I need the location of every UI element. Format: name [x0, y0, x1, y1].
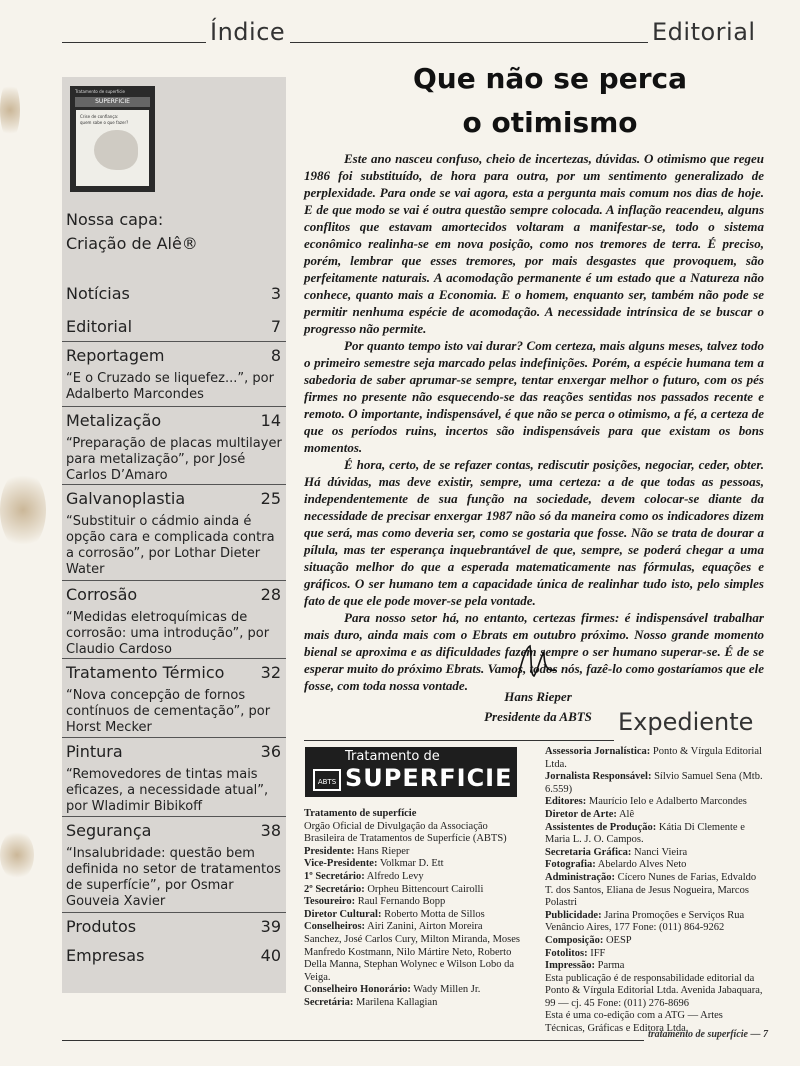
- expediente-entry: [545, 822, 763, 847]
- index-section-page: 8: [270, 346, 281, 365]
- index-section-description: “Insalubridade: questão bem definida no setor de tratamentos de superfície”, por Osmar Gouveia Xavier: [66, 846, 281, 909]
- index-divider: [62, 816, 286, 817]
- expediente-label: Editores:: [545, 796, 587, 808]
- expediente-value: Wady Millen Jr.: [413, 984, 481, 996]
- index-divider: [62, 658, 286, 659]
- expediente-entry: [304, 821, 522, 846]
- expediente-value: Alfredo Levy: [366, 870, 424, 882]
- logo-main-text: SUPERFICIE: [345, 764, 513, 792]
- expediente-value: Roberto Motta de Sillos: [384, 908, 485, 920]
- expediente-value: Esta é uma co-edição com a ATG — Artes Técnicas, Gráficas e Editora Ltda.: [545, 1010, 723, 1035]
- header-index-label: Índice: [210, 18, 286, 46]
- expediente-label: 1º Secretário:: [304, 870, 365, 882]
- index-divider: [62, 737, 286, 738]
- index-section-page: 38: [260, 821, 281, 840]
- index-divider: [62, 912, 286, 913]
- expediente-label: Assessoria Jornalística:: [545, 746, 651, 757]
- magazine-logo: [305, 747, 517, 797]
- cover-image: [76, 110, 149, 186]
- editorial-paragraph: Para nosso setor há, no entanto, certezas firmes: é indispensável trabalhar mais duro, ainda mais com o Ebrats em outubro próximo. Nosso grande momento bienal se aproxima e as dificuldades fazem sempre o ser humano superar-se. É de se esperar muito do próximo Ebrats. Vamos, todos nós, fazê-lo como gostaríamos que ele fosse, com toda nossa vontade.: [304, 610, 764, 693]
- editorial-paragraph: Este ano nasceu confuso, cheio de incertezas, dúvidas. O otimismo que regeu 1986 foi substituído, de hora para outra, por um sentimento generalizado de perplexidade. Para onde se vai agora, esta a pergunta mais comum nos dias de hoje. E de que modo se vai é outra questão sempre colocada. A inflação reacendeu, alguns conflitos que estavam amortecidos voltaram a manifestar-se, todo o sistema econômico realinha-se em nova posição, como nos tremores de terra. É preciso, porém, lembrar que esses tremores, por mais desgastes que provoquem, são perfeitamente naturais. A acomodação permanente é um estado que a Natureza não conhece, quanto mais a Economia. E o homem, enquanto ser, também não pode se permitir nenhuma espécie de acomodação. A necessidade intrínsica de se buscar o progresso não permite.: [304, 151, 764, 336]
- expediente-value: Nanci Vieira: [634, 846, 688, 858]
- editorial-body: [304, 150, 764, 694]
- page-stain: [0, 470, 46, 550]
- index-section-title[interactable]: Corrosão: [66, 585, 138, 604]
- expediente-label: Presidente:: [304, 845, 355, 857]
- expediente-value: Ponto & Vírgula Editorial Ltda.: [545, 746, 762, 770]
- author-role: Presidente da ABTS: [484, 709, 592, 724]
- expediente-value: Raul Fernando Bopp: [357, 896, 446, 908]
- index-section-title[interactable]: Reportagem: [66, 346, 165, 365]
- index-section-description: “Substituir o cádmio ainda é opção cara e complicada contra a corrosão”, por Lothar Dieter Water: [66, 514, 275, 577]
- expediente-entry: [304, 921, 522, 984]
- index-section-page: 39: [260, 917, 281, 936]
- cover-top-text: Tratamento de superfície: [75, 89, 125, 94]
- index-divider: [62, 580, 286, 581]
- editorial-paragraph: Por quanto tempo isto vai durar? Com certeza, mais alguns meses, talvez todo o primeiro semestre seja marcado pelas indefinições. Porém, a espécie humana tem a sabedoria de saber aprumar-se sempre, tentar enxergar melhor o futuro, com os pés firmes no presente não esquecendo-se das reações sentidas nos passados recente e remoto. O importante, indispensável, é que não se perca o otimismo, a fé, a certeza de que os períodos ruins, incertos são indispensáveis para que existam os bons momentos.: [304, 338, 764, 455]
- footer-page-label: tratamento de superfície — 7: [648, 1029, 768, 1040]
- expediente-value: Jarina Promoções e Serviços Rua Venâncio Aires, 177 Fone: (011) 864-9262: [545, 909, 745, 934]
- page-stain: [0, 830, 34, 880]
- expediente-label: Composição:: [545, 934, 604, 946]
- expediente-rule: [304, 740, 614, 741]
- editorial-paragraph: É hora, certo, de se refazer contas, rediscutir posições, negociar, ceder, obter. Há dúvidas, mas deve existir, sempre, uma certeza: a de que todas as pessoas, independentemente de sua função na sociedade, devem colocar-se diante da necessidade de precisar enxergar 1987 não só da maneira como os indicadores dizem que será, mas como deveria ser, como se gostaria que fosse. Não se trata de dourar a pílula, mas ter esperança inquebrantável de que, sempre, se poderá chegar a uma situação melhor do que a esperada matematicamente nas fórmulas, equações e gráficos. O ser humano tem a capacidade única de realinhar tudo isto, pelo simples fato de que ele pode mover-se pela vontade.: [304, 457, 764, 608]
- expediente-label: Tesoureiro:: [304, 896, 356, 908]
- expediente-value: Orgão Oficial de Divulgação da Associação Brasileira de Tratamentos de Superfície (ABTS): [304, 820, 507, 845]
- expediente-entry: [545, 935, 763, 948]
- expediente-label: Conselheiro Honorário:: [304, 984, 411, 996]
- expediente-entry: [304, 909, 522, 922]
- expediente-value: Orpheu Bittencourt Cairolli: [367, 883, 484, 895]
- expediente-label: Secretária:: [304, 996, 354, 1008]
- expediente-value: IFF: [590, 947, 606, 959]
- index-section-description: “Preparação de placas multilayer para metalização”, por José Carlos D’Amaro: [66, 436, 282, 483]
- index-section-page: 7: [270, 317, 281, 336]
- cover-logo: SUPERFICIE: [75, 97, 150, 107]
- index-section-title[interactable]: Notícias: [66, 284, 130, 303]
- header-rule-middle: [290, 42, 648, 43]
- index-section-description: “Removedores de tintas mais eficazes, a necessidade atual”, por Wladimir Bibikoff: [66, 767, 269, 814]
- expediente-value: Abelardo Alves Neto: [597, 859, 687, 871]
- index-section-page: 32: [260, 663, 281, 682]
- expediente-label: Diretor Cultural:: [304, 908, 382, 920]
- expediente-entry: [545, 746, 763, 771]
- index-section-title[interactable]: Empresas: [66, 946, 145, 965]
- expediente-entry: [545, 973, 763, 1011]
- cover-text-1: Crise de confiança:: [80, 114, 119, 119]
- expediente-entry: [304, 896, 522, 909]
- index-section-page: 25: [260, 489, 281, 508]
- footer-rule: [62, 1040, 644, 1041]
- index-section-title[interactable]: Pintura: [66, 742, 123, 761]
- index-section-description: “Medidas eletroquímicas de corrosão: uma introdução”, por Claudio Cardoso: [66, 610, 270, 657]
- expediente-value: Hans Rieper: [357, 845, 410, 857]
- expediente-label: Vice-Presidente:: [304, 858, 378, 870]
- author-name: Hans Rieper: [504, 689, 572, 704]
- index-divider: [62, 341, 286, 342]
- expediente-value: Alê: [618, 808, 635, 820]
- header-rule-left: [62, 42, 206, 43]
- expediente-entry: [304, 984, 522, 997]
- expediente-entry: [545, 872, 763, 910]
- expediente-label: Assistentes de Produção:: [545, 821, 657, 833]
- index-section-title[interactable]: Segurança: [66, 821, 152, 840]
- expediente-entry: [545, 809, 763, 822]
- cover-caption-title: Nossa capa:: [66, 210, 164, 229]
- expediente-entry: [545, 910, 763, 935]
- expediente-value: OESP: [605, 934, 632, 946]
- index-section-page: 3: [270, 284, 281, 303]
- expediente-label: Administração:: [545, 871, 615, 883]
- cover-text-2: quem sabe o que fazer?: [80, 120, 129, 125]
- index-section-title[interactable]: Editorial: [66, 317, 133, 336]
- logo-top-text: Tratamento de: [345, 749, 440, 764]
- expediente-entry: [304, 871, 522, 884]
- index-divider: [62, 484, 286, 485]
- cover-thumbnail[interactable]: [70, 86, 155, 192]
- index-section-title[interactable]: Tratamento Térmico: [66, 663, 225, 682]
- expediente-label: Conselheiros:: [304, 921, 366, 933]
- cover-caption-credit: Criação de Alê®: [66, 234, 198, 253]
- index-section-title[interactable]: Metalização: [66, 411, 162, 430]
- expediente-label: Publicidade:: [545, 909, 602, 921]
- index-section-page: 28: [260, 585, 281, 604]
- expediente-value: Parma: [597, 960, 625, 972]
- expediente-label: 2º Secretário:: [304, 883, 365, 895]
- expediente-value: Cícero Nunes de Farias, Edvaldo T. dos Santos, Eliana de Jesus Nogueira, Marcos Polastri: [545, 871, 757, 909]
- expediente-entry: [304, 808, 522, 821]
- page-stain: [0, 80, 20, 140]
- expediente-heading: Expediente: [618, 708, 754, 736]
- expediente-entry: [304, 858, 522, 871]
- expediente-label: Jornalista Responsável:: [545, 771, 652, 783]
- expediente-left-column: [304, 808, 522, 1010]
- expediente-value: Kátia Di Clemente e Maria L. J. O. Campos.: [545, 821, 745, 846]
- signature-mark: [510, 640, 560, 685]
- expediente-label: Diretor de Arte:: [545, 808, 617, 820]
- expediente-label: Secretaria Gráfica:: [545, 846, 632, 858]
- expediente-value: Maurício Ielo e Adalberto Marcondes: [588, 796, 747, 808]
- expediente-value: Sílvio Samuel Sena (Mtb. 6.559): [545, 771, 763, 795]
- expediente-value: Volkmar D. Ett: [379, 858, 444, 870]
- expediente-label: Fotolitos:: [545, 947, 588, 959]
- index-section-title[interactable]: Galvanoplastia: [66, 489, 186, 508]
- expediente-value: Airi Zanini, Airton Moreira Sanchez, José Carlos Cury, Milton Miranda, Moses Manfredo Kostmann, Nilo Mártire Neto, Roberto Della Manna, Stephan Wolynec e Wilson Lobo da Veiga.: [304, 921, 520, 983]
- expediente-right-column: [545, 746, 763, 1036]
- editorial-title-line-1: Que não se perca: [412, 62, 688, 95]
- expediente-entry: [545, 960, 763, 973]
- index-section-description: “Nova concepção de fornos contínuos de cementação”, por Horst Mecker: [66, 688, 271, 735]
- expediente-entry: [545, 771, 763, 796]
- index-section-page: 36: [260, 742, 281, 761]
- expediente-entry: [545, 859, 763, 872]
- index-section-title[interactable]: Produtos: [66, 917, 137, 936]
- expediente-entry: [304, 997, 522, 1010]
- expediente-value: Marilena Kallagian: [356, 996, 438, 1008]
- expediente-entry: [545, 847, 763, 860]
- expediente-entry: [545, 796, 763, 809]
- expediente-entry: [304, 884, 522, 897]
- expediente-label: Tratamento de superfície: [304, 808, 417, 819]
- expediente-entry: [304, 846, 522, 859]
- index-section-page: 14: [260, 411, 281, 430]
- expediente-label: Fotografia:: [545, 859, 596, 871]
- index-divider: [62, 406, 286, 407]
- expediente-label: Impressão:: [545, 960, 595, 972]
- abts-logo-mark: ABTS: [313, 769, 341, 791]
- cover-illustration: [94, 130, 138, 170]
- expediente-value: Esta publicação é de responsabilidade editorial da Ponto & Vírgula Editorial Ltda. Avenida Jabaquara, 99 — cj. 45 Fone: (011) 276-8696: [545, 972, 763, 1009]
- expediente-entry: [545, 948, 763, 961]
- index-section-description: “E o Cruzado se liquefez...”, por Adalberto Marcondes: [66, 371, 274, 402]
- editorial-title-line-2: o otimismo: [462, 106, 638, 139]
- header-editorial-label: Editorial: [652, 18, 756, 46]
- index-section-page: 40: [260, 946, 281, 965]
